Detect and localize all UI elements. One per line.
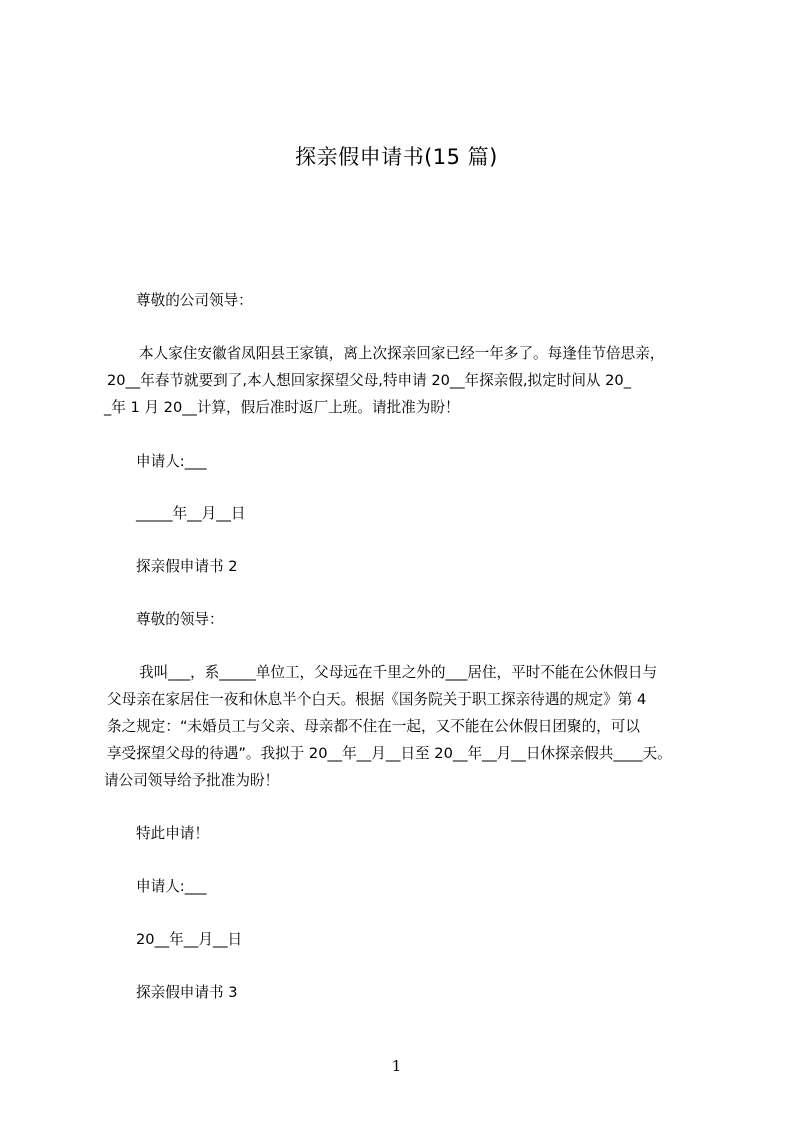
letter2-applicant: 申请人:___ [136,878,207,895]
document-title: 探亲假申请书(15 篇) [295,145,498,169]
letter1-salutation: 尊敬的公司领导： [136,292,253,309]
letter2-body-line-5: 请公司领导给予批准为盼！ [104,772,280,789]
letter2-body-line-1: 我叫___，系_____单位工，父母远在千里之外的___居住，平时不能在公休假日与 [139,664,658,681]
letter1-body-line-3: _年 1 月 20__计算，假后准时返厂上班。请批准为盼！ [104,399,460,416]
page-number: 1 [391,1057,402,1075]
letter2-date: 20__年__月__日 [136,931,243,948]
letter1-body-line-2: 20__年春节就要到了,本人想回家探望父母,特申请 20__年探亲假,拟定时间从 20_ [107,372,632,389]
letter2-body-line-3: 条之规定：“未婚员工与父亲、母亲都不住在一起，又不能在公休假日团聚的，可以 [107,718,640,735]
letter2-heading: 探亲假申请书 2 [136,558,238,575]
letter2-body-line-4: 享受探望父母的待遇”。我拟于 20__年__月__日至 20__年__月__日休探亲假共____天。 [107,745,672,762]
letter1-body-line-1: 本人家住安徽省凤阳县王家镇，离上次探亲回家已经一年多了。每逢佳节倍思亲， [139,345,665,362]
letter3-heading: 探亲假申请书 3 [136,984,238,1001]
letter2-salutation: 尊敬的领导： [136,611,224,628]
letter1-date: _____年__月__日 [136,505,246,522]
letter2-body-line-2: 父母亲在家居住一夜和休息半个白天。根据《国务院关于职工探亲待遇的规定》第 4 [107,691,647,708]
letter2-closing: 特此申请！ [136,825,209,842]
letter1-applicant: 申请人:___ [136,453,207,470]
